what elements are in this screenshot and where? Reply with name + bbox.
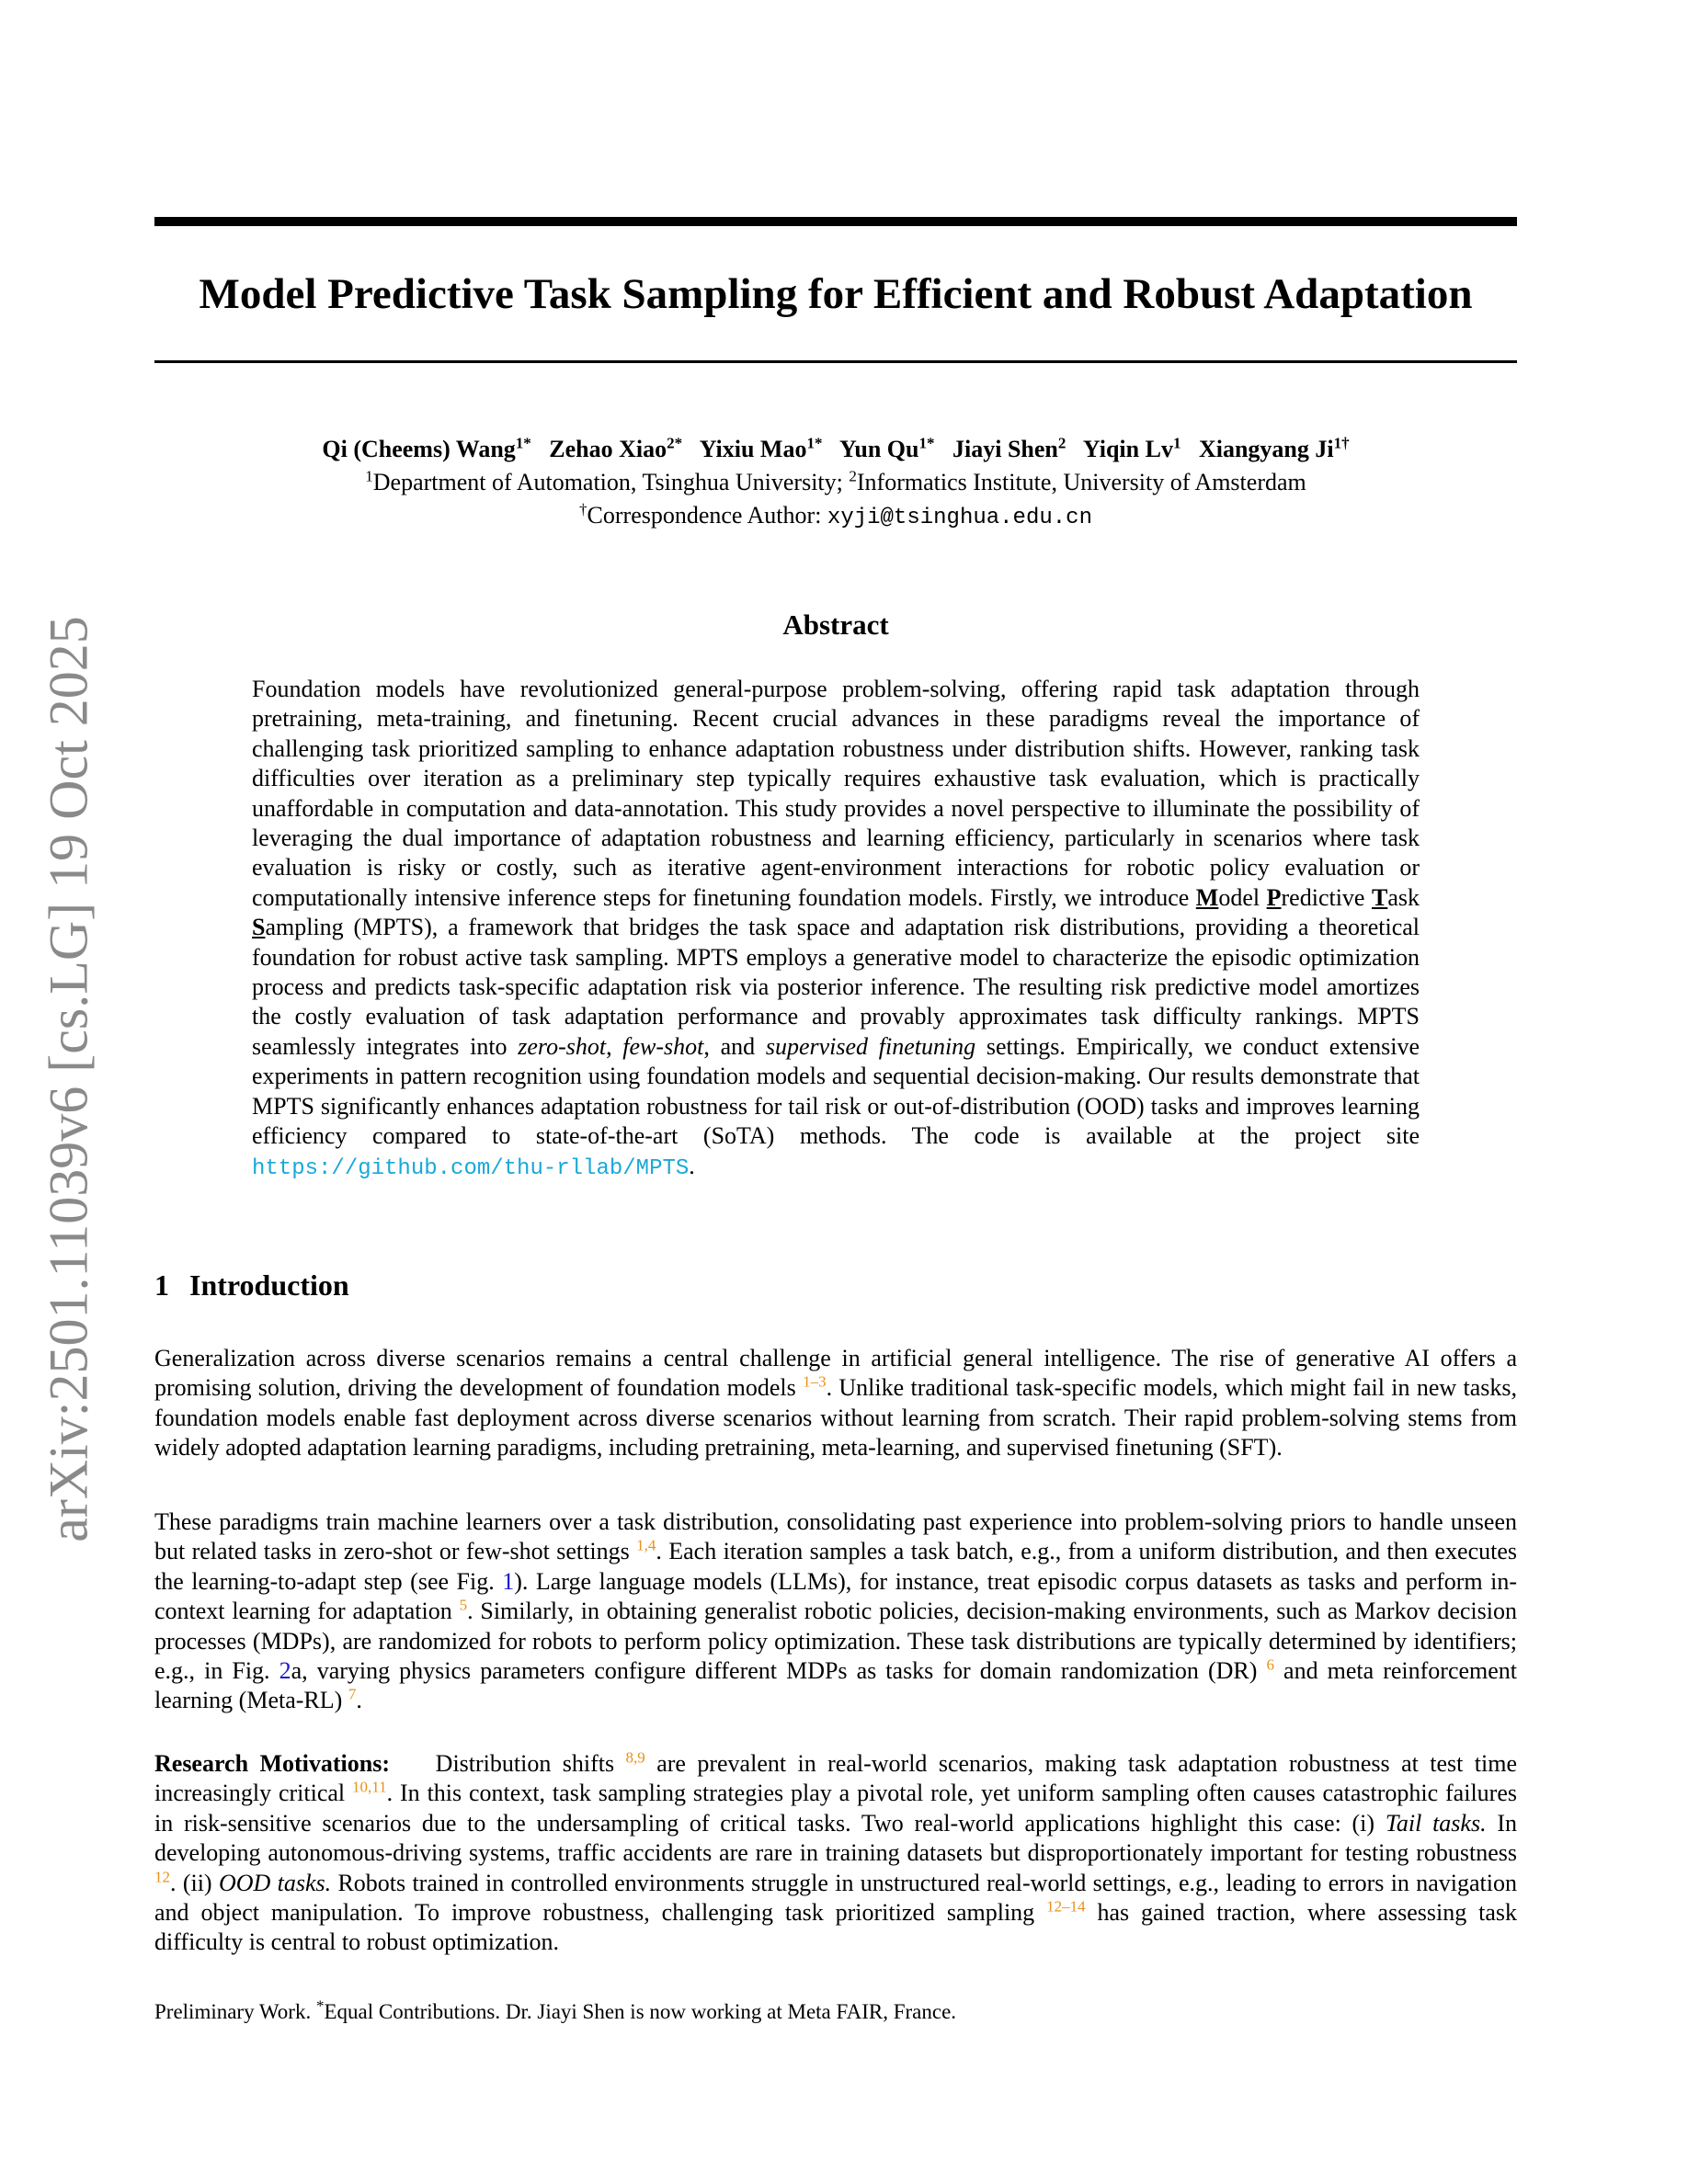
intro-paragraph-2: These paradigms train machine learners over a task distribution, consolidating past experience into problem-solving priors to handle unseen but related tasks in zero-shot or few-shot settings $^{1,4}$. Each iteration samples a task batch, e.g., from a uniform distribution, and then executes the learning-to-adapt step (see Fig. 1). Large language models (LLMs), for instance, treat episodic corpus datasets as tasks and perform in-context learning for adaptation $^5$. Similarly, in obtaining generalist robotic policies, decision-making environments, such as Markov decision processes (MDPs), are randomized for robots to perform policy optimization. These task distributions are typically determined by identifiers; e.g., in Fig. 2a, varying physics parameters configure different MDPs as tasks for domain randomization (DR) $^6$ and meta reinforcement learning (Meta-RL) $^7$. (154, 1508, 1518, 1714)
section-heading-introduction: 1 Introduction (154, 1268, 349, 1302)
citation[interactable]: 6 (1266, 1655, 1274, 1674)
correspondence: †Correspondence Author: xyji@tsinghua.edu.cn (579, 500, 1092, 530)
arxiv-identifier: arXiv:2501.11039v6 [cs.LG] 19 Oct 2025 (38, 616, 99, 1542)
figure-ref[interactable]: 1 (502, 1567, 515, 1595)
citation[interactable]: 1–3 (803, 1372, 827, 1391)
citation[interactable]: 12–14 (1046, 1897, 1086, 1916)
citation[interactable]: 12 (154, 1867, 170, 1885)
citation[interactable]: 7 (348, 1685, 357, 1703)
author: Yixiu Mao$^{1*}$ (699, 434, 823, 462)
citation[interactable]: 5 (459, 1596, 468, 1614)
top-rule (154, 217, 1517, 226)
intro-paragraph-1: Generalization across diverse scenarios remains a central challenge in artificial general intelligence. The rise of generative AI offers a promising solution, driving the development of foundation models $^{1-3}$. Unlike traditional task-specific models, which might fail in new tasks, foundation models enable fast deployment across diverse scenarios without learning from scratch. Their rapid problem-solving stems from widely adopted adaptation learning paradigms, including pretraining, meta-learning, and supervised finetuning (SFT). (154, 1345, 1517, 1462)
author: Zehao Xiao$^{2*}$ (549, 434, 683, 462)
affiliations: $^1$Department of Automation, Tsinghua University; $^2$Informatics Institute, University of Amsterdam (365, 467, 1306, 495)
title-rule (154, 360, 1517, 363)
citation[interactable]: 1,4 (636, 1536, 656, 1554)
research-motivations-paragraph: Research Motivations: Distribution shifts $^{8,9}$ are prevalent in real-world scenarios, making task adaptation robustness at test time increasingly critical $^{10,11}$. In this context, task sampling strategies play a pivotal role, yet uniform sampling often causes catastrophic failures in risk-sensitive scenarios due to the undersampling of critical tasks. Two real-world applications highlight this case: (i) Tail tasks. In developing autonomous-driving systems, traffic accidents are rare in training datasets but disproportionately important for testing robustness $^{12}$. (ii) OOD tasks. Robots trained in controlled environments struggle in unstructured real-world settings, e.g., leading to errors in navigation and object manipulation. To improve robustness, challenging task prioritized sampling $^{12-14}$ has gained traction, where assessing task difficulty is central to robust optimization. (154, 1748, 1518, 1956)
author: Jiayi Shen$^2$ (952, 434, 1066, 462)
correspondence-email[interactable]: xyji@tsinghua.edu.cn (827, 506, 1092, 530)
author: Yun $Qu^{1*}$ (839, 434, 935, 462)
citation[interactable]: 8,9 (625, 1748, 645, 1767)
paper-title: Model Predictive Task Sampling for Efficient and Robust Adaptation (199, 270, 1473, 318)
abstract-text: Foundation models have revolutionized general-purpose problem-solving, offering rapid task adaptation through pretraining, meta-training, and finetuning. Recent crucial advances in these paradigms reveal the importance of challenging task prioritized sampling to enhance adaptation robustness under distribution shifts. However, ranking task difficulties over iteration as a preliminary step typically requires exhaustive task evaluation, which is practically unaffordable in computation and data-annotation. This study provides a novel perspective to illuminate the possibility of leveraging the dual importance of adaptation robustness and learning efficiency, particularly in scenarios where task evaluation is risky or costly, such as iterative agent-environment interactions for robotic policy evaluation or computationally intensive inference steps for finetuning foundation models. Firstly, we introduce Model Predictive Task Sampling (MPTS), a framework that bridges the task space and adaptation risk distributions, providing a theoretical foundation for robust active task sampling. MPTS employs a generative model to characterize the episodic optimization process and predicts task-specific adaptation risk via posterior inference. The resulting risk predictive model amortizes the costly evaluation of task adaptation performance and provably approximates task difficulty rankings. MPTS seamlessly integrates into zero-shot, few-shot, and supervised finetuning settings. Empirically, we conduct extensive experiments in pattern recognition using foundation models and sequential decision-making. Our results demonstrate that MPTS significantly enhances adaptation robustness for tail risk or out-of-distribution (OOD) tasks and improves learning efficiency compared to state-of-the-art (SoTA) methods. The code is available at the project site https://github.com/thu-rllab/MPTS. (252, 676, 1420, 1181)
author-list (154, 434, 1517, 465)
figure-ref[interactable]: 2 (279, 1657, 291, 1685)
footnote: Preliminary Work. *Equal Contributions. Dr. Jiayi Shen is now working at Meta FAIR, France. (154, 1996, 957, 2023)
author: Yiqin Lv$^1$ (1082, 434, 1181, 462)
author: Qi (Cheems) Wang$^{1*}$ (322, 434, 531, 462)
citation[interactable]: 10,11 (352, 1778, 387, 1796)
abstract-heading: Abstract (782, 609, 889, 641)
project-link[interactable]: https://github.com/thu-rllab/MPTS (252, 1155, 690, 1181)
author: Xiangyang $Ji^{1\dagger}$ (1198, 434, 1350, 462)
